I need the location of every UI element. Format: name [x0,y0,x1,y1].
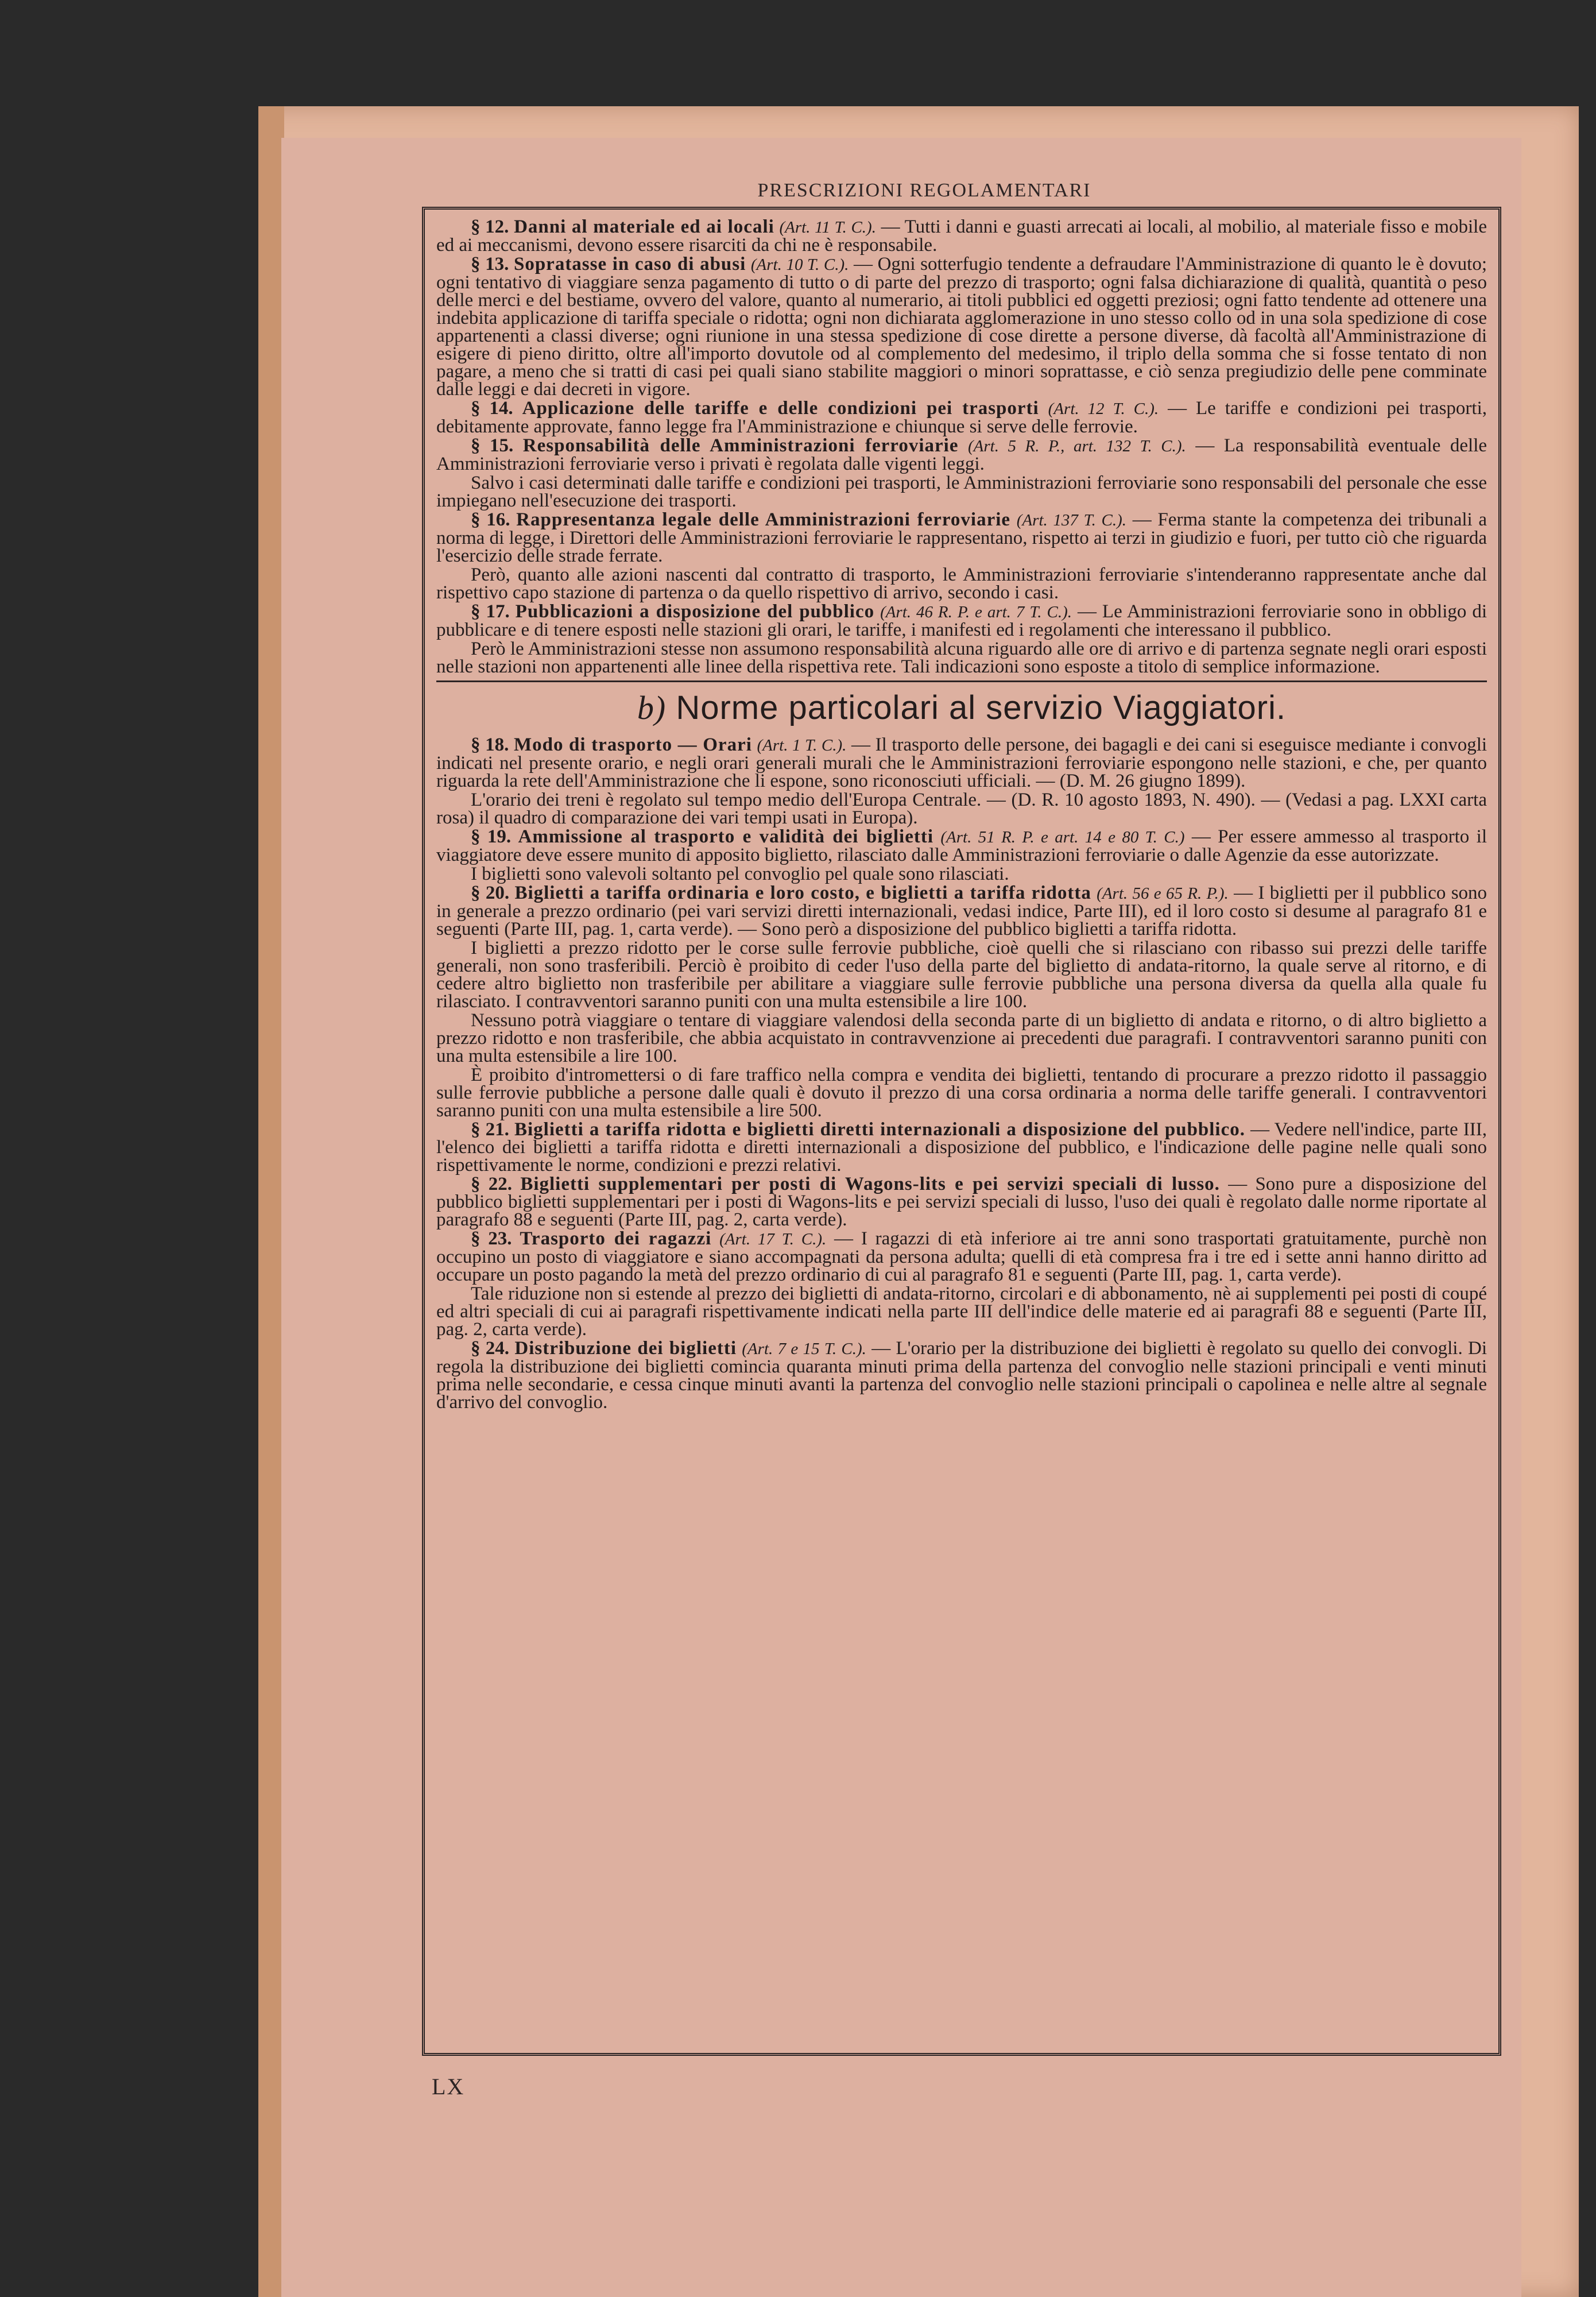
paragraph [436,884,1487,938]
paragraph-body: — Le Amministrazioni ferroviarie sono in obbligo di pubblicare e di tenere esposti nelle stazioni gli orari, le tariffe, i manifesti ed i regolamenti che interessano il pubblico. [436,601,1487,640]
paragraph-body: — Sono pure a disposizione del pubblico biglietti supplementari per i posti di Wagons-lits e pei servizi speciali di lusso, l'uso dei quali è regolato dalle norme riportate al paragrafo 88 e seguenti (Parte III, pag. 2, carta verde). [436,1174,1487,1230]
subheading-letter: b) [637,689,667,726]
paragraph [436,1121,1487,1174]
paragraph [436,828,1487,864]
paragraph-body: — Tutti i danni e guasti arrecati ai locali, al mobilio, al materiale fisso e mobile ed ai meccanismi, devono essere risarciti da chi ne è responsabile. [436,218,1487,256]
section-number: § 22. [471,1174,513,1194]
section-number: § 18. [471,734,509,755]
article-reference: (Art. 5 R. P., art. 132 T. C.). [968,437,1186,455]
paragraph [436,218,1487,254]
section-title: Biglietti supplementari per posti di Wagons-lits e pei servizi speciali di lusso. [520,1174,1220,1194]
section-number: § 24. [471,1338,510,1359]
paragraph-body: Tale riduzione non si estende al prezzo dei biglietti di andata-ritorno, circolari e di abbonamento, nè ai supplementi pei posti di coupé ed altri speciali di cui ai paragrafi rispettivamente indicati nella parte III dell'indice delle materie ed ai paragrafi 88 e seguenti (Parte III, pag. 2, carta verde). [436,1283,1487,1340]
paragraph-body: — I biglietti per il pubblico sono in generale a prezzo ordinario (pei vari servizi diretti internazionali, vedasi indice, Parte III), ed il loro costo si desume al paragrafo 81 e seguenti (Parte III, pag. 1, carta verde). — Sono però a disposizione del pubblico biglietti a tariffa ridotta. [436,883,1487,939]
article-reference: (Art. 51 R. P. e art. 14 e 80 T. C.) [940,828,1185,846]
paragraph [436,939,1487,1011]
section-title: Pubblicazioni a disposizione del pubblico [515,601,875,622]
article-reference: (Art. 12 T. C.). [1048,400,1159,418]
paragraph [436,1230,1487,1284]
paragraph [436,437,1487,473]
section-title: Applicazione delle tariffe e delle condizioni pei trasporti [522,398,1039,419]
paragraph-body: — Le tariffe e condizioni pei trasporti, debitamente approvate, fanno legge fra l'Amministrazione e chiunque si serve delle ferrovie. [436,398,1487,437]
section-title: Distribuzione dei biglietti [514,1338,737,1359]
paragraph-body: — Ogni sotterfugio tendente a defraudare l'Amministrazione di quanto le è dovuto; ogni tentativo di viaggiare senza pagamento di tutto o di parte del prezzo di trasporto; ogni falsa dichiarazione di qualità, quantità o peso delle merci e del bestiame, ovvero del valore, quanto al numerario, ai titoli pubblici ed oggetti preziosi; ogni fatto tendente ad ottenere una indebita applicazione di tariffa speciale o ridotta; ogni non dichiarata agglomerazione in uno stesso collo od in una sola spedizione di cose appartenenti a classi diverse; ogni riunione in una stessa spedizione di cose dirette a persone diverse, dà facoltà all'Amministrazione di esigere di pieno diritto, oltre all'importo dovutole od al complemento del medesimo, il triplo della somma che si fosse tentato di non pagare, a meno che si tratti di casi pei quali siano stabilite maggiori o minori soprattasse, e ciò senza pregiudizio delle pene comminate dalle leggi e dai decreti in vigore. [436,254,1487,400]
article-reference: (Art. 46 R. P. e art. 7 T. C.). [880,603,1072,621]
section-title: Modo di trasporto — Orari [513,734,752,755]
paragraph-body: Però, quanto alle azioni nascenti dal contratto di trasporto, le Amministrazioni ferroviarie s'intenderanno rappresentate anche dal rispettivo capo stazione di partenza o da quello rispettivo di arrivo, secondo i casi. [436,564,1487,603]
section-number: § 13. [471,254,509,274]
paragraph-body: È proibito d'intromettersi o di fare traffico nella compra e vendita dei biglietti, tentando di procurare a prezzo ridotto il passaggio sulle ferrovie pubbliche a persone dalle quali è dovuto il prezzo di una corsa ordinaria a norma delle tariffe generali. I contravventori saranno puniti con una multa estensibile a lire 500. [436,1065,1487,1121]
section-number: § 21. [471,1119,509,1140]
section-title: Trasporto dei ragazzi [520,1228,712,1249]
paragraph [436,566,1487,602]
subheading-text: Norme particolari al servizio Viaggiatori. [676,689,1287,726]
subheading [436,688,1487,728]
paragraph-body: — Per essere ammesso al trasporto il viaggiatore deve essere munito di apposito biglietto, rilasciato dalle Amministrazioni ferroviarie o dalle Agenzie da esse autorizzate. [436,826,1487,865]
paragraph [436,474,1487,510]
paragraph [436,736,1487,790]
paper-edge [258,106,284,2297]
article-reference: (Art. 56 e 65 R. P.). [1097,884,1229,903]
paragraph-body: Nessuno potrà viaggiare o tentare di viaggiare valendosi della seconda parte di un biglietto di andata e ritorno, o di altro biglietto a prezzo ridotto e non trasferibile, che abbia acquistato in contravvenzione ai precedenti due paragrafi. I contravventori saranno puniti con una multa estensibile a lire 100. [436,1010,1487,1066]
paragraph-body: — I ragazzi di età inferiore ai tre anni sono trasportati gratuitamente, purchè non occupino un posto di viaggiatore e siano accompagnati da persona adulta; quelli di età compresa fra i tre ed i sette anni hanno diritto ad occupare un posto pagando la metà del prezzo ordinario di cui al paragrafo 81 e seguenti (Parte III, pag. 1, carta verde). [436,1228,1487,1285]
article-reference: (Art. 7 e 15 T. C.). [742,1340,866,1358]
paragraph-body: — L'orario per la distribuzione dei biglietti è regolato su quello dei convogli. Di regola la distribuzione dei biglietti comincia quaranta minuti prima della partenza del convoglio nelle stazioni principali e venti minuti prima nelle secondarie, e cessa cinque minuti avanti la partenza del convoglio nelle stazioni principali o capolinea e nelle altre al segnale d'arrivo del convoglio. [436,1338,1487,1413]
article-reference: (Art. 10 T. C.). [750,256,849,274]
paragraph [436,640,1487,676]
section-divider [436,680,1487,682]
paragraph-body: Salvo i casi determinati dalle tariffe e condizioni pei trasporti, le Amministrazioni ferroviarie sono responsabili del personale che esse impiegano nell'esecuzione dei trasporti. [436,473,1487,511]
paragraph-body: — La responsabilità eventuale delle Amministrazioni ferroviarie verso i privati è regolata dalle vigenti leggi. [436,435,1487,474]
section-title: Rappresentanza legale delle Amministrazioni ferroviarie [516,509,1011,530]
paragraph-body: Però le Amministrazioni stesse non assumono responsabilità alcuna riguardo alle ore di arrivo e di partenza segnate negli orari esposti nelle stazioni non appartenenti alle linee della rispettiva rete. Tali indicazioni sono esposte a titolo di semplice informazione. [436,639,1487,677]
section-number: § 20. [471,883,510,903]
text-block [436,218,1487,2044]
section-title: Biglietti a tariffa ordinaria e loro costo, e biglietti a tariffa ridotta [514,883,1091,903]
section-number: § 14. [471,398,513,419]
section-number: § 17. [471,601,510,622]
paragraph [436,400,1487,436]
article-reference: (Art. 17 T. C.). [719,1230,827,1248]
paragraph [436,603,1487,639]
section-number: § 23. [471,1228,512,1249]
paragraph-body: I biglietti sono valevoli soltanto pel convoglio pel quale sono rilasciati. [471,864,1009,884]
paragraph [436,1012,1487,1065]
paragraph [436,791,1487,827]
article-reference: (Art. 1 T. C.). [757,736,847,755]
paragraph [436,1285,1487,1339]
section-a [436,218,1487,676]
article-reference: (Art. 11 T. C.). [779,218,876,237]
paragraph-body: — Vedere nell'indice, parte III, l'elenco dei biglietti a tariffa ridotta e diretti internazionali a disposizione del pubblico, e l'indicazione delle pagine nelle quali sono rispettivamente le norme, condizioni e prezzi relativi. [436,1119,1487,1175]
page-number: LX [432,2074,465,2099]
paragraph [436,256,1487,399]
section-number: § 12. [471,218,509,237]
paragraph [436,865,1487,883]
article-reference: (Art. 137 T. C.). [1016,511,1127,529]
running-head: PRESCRIZIONI REGOLAMENTARI [757,180,1091,201]
section-title: Sopratasse in caso di abusi [513,254,746,274]
section-title: Ammissione al trasporto e validità dei biglietti [518,826,933,847]
section-number: § 16. [471,509,510,530]
paragraph [436,1066,1487,1120]
section-title: Biglietti a tariffa ridotta e biglietti diretti internazionali a disposizione del pubblico. [514,1119,1246,1140]
section-title: Danni al materiale ed ai locali [514,218,774,237]
paragraph [436,1340,1487,1412]
section-title: Responsabilità delle Amministrazioni ferroviarie [522,435,959,456]
paragraph-body: — Ferma stante la competenza dei tribunali a norma di legge, i Direttori delle Amministrazioni ferroviarie le rappresentano, rispetto ai terzi in giudizio e fuori, per tutto ciò che riguarda l'esercizio delle strade ferrate. [436,509,1487,566]
paragraph-body: — Il trasporto delle persone, dei bagagli e dei cani si eseguisce mediante i convogli indicati nel presente orario, e negli orari generali murali che le Amministrazioni ferroviarie espongono nelle stazioni, e che, per quanto riguarda la rete dell'Amministrazione che li espone, sono riconosciuti ufficiali. — (D. M. 26 giugno 1899). [436,734,1487,791]
paragraph-body: L'orario dei treni è regolato sul tempo medio dell'Europa Centrale. — (D. R. 10 agosto 1893, N. 490). — (Vedasi a pag. LXXI carta rosa) il quadro di comparazione dei vari tempi usati in Europa). [436,790,1487,828]
paragraph-body: I biglietti a prezzo ridotto per le corse sulle ferrovie pubbliche, cioè quelli che si rilasciano con ribasso sui prezzi delle tariffe generali, non sono trasferibili. Perciò è proibito di ceder l'uso della parte del biglietto di andata-ritorno, la quale serve al ritorno, e di cedere altro biglietto non trasferibile per abilitare a viaggiare sulle ferrovie pubbliche una persona diversa da quella alla quale fu rilasciato. I contravventori saranno puniti con una multa estensibile a lire 100. [436,938,1487,1012]
section-number: § 19. [471,826,512,847]
section-b [436,736,1487,1412]
paragraph [436,1175,1487,1229]
paragraph [436,511,1487,565]
section-number: § 15. [471,435,514,456]
